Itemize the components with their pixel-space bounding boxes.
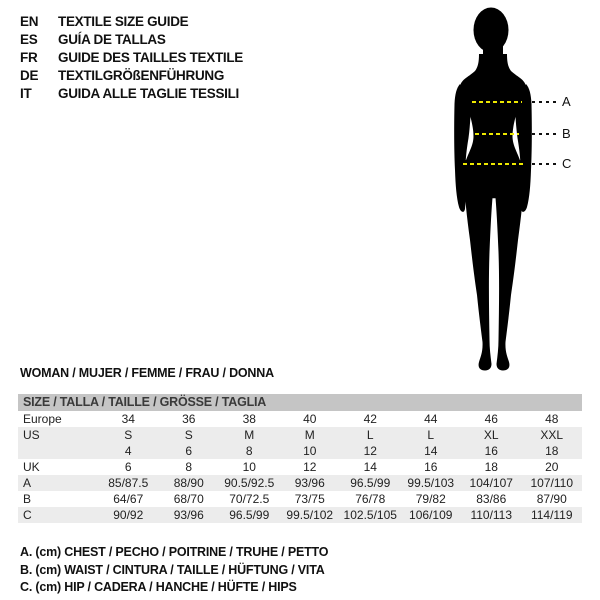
table-cell: 16 [424, 460, 438, 474]
section-title: WOMAN / MUJER / FEMME / FRAU / DONNA [20, 366, 274, 380]
table-cell: 70/72.5 [229, 492, 270, 506]
table-cell: 10 [242, 460, 256, 474]
table-cell: 90.5/92.5 [219, 475, 280, 491]
table-row-us-letter [18, 427, 582, 443]
legend-line-waist: B. (cm) WAIST / CINTURA / TAILLE / HÜFTUNG / VITA [20, 562, 325, 577]
row-label: UK [23, 460, 40, 474]
woman-silhouette-figure [435, 0, 600, 380]
size-table-header: SIZE / TALLA / TAILLE / GRÖSSE / TAGLIA [18, 394, 582, 411]
table-row-us-numeric [18, 443, 582, 459]
table-cell: L [401, 427, 462, 443]
language-label: GUIDA ALLE TAGLIE TESSILI [58, 86, 239, 101]
table-cell: 102.5/105 [340, 507, 401, 523]
table-row-uk [18, 459, 582, 475]
table-cell: 14 [363, 460, 377, 474]
table-cell: XL [461, 427, 522, 443]
table-cell: 12 [303, 460, 317, 474]
table-cell: S [159, 427, 220, 443]
table-cell: 96.5/99 [340, 475, 401, 491]
row-label: Europe [23, 412, 62, 426]
language-code: DE [20, 68, 39, 83]
table-cell: 4 [98, 443, 159, 459]
language-label: TEXTILGRÖßENFÜHRUNG [58, 68, 225, 83]
table-cell: 6 [159, 443, 220, 459]
table-cell: L [340, 427, 401, 443]
table-cell: 93/96 [159, 507, 220, 523]
table-cell: 34 [121, 412, 135, 426]
table-cell: 88/90 [159, 475, 220, 491]
silhouette-right-leg [495, 160, 524, 371]
table-cell: 6 [124, 460, 132, 474]
language-code: IT [20, 86, 32, 101]
language-code: ES [20, 32, 38, 47]
table-cell: 85/87.5 [98, 475, 159, 491]
table-cell: 8 [185, 460, 193, 474]
table-cell: 99.5/103 [401, 475, 462, 491]
table-cell: 40 [303, 412, 317, 426]
leader-dashes-black [532, 102, 558, 164]
table-cell: 106/109 [401, 507, 462, 523]
language-code: FR [20, 50, 38, 65]
table-cell: 79/82 [415, 492, 446, 506]
table-cell: 42 [363, 412, 377, 426]
legend-line-chest: A. (cm) CHEST / PECHO / POITRINE / TRUHE / PETTO [20, 545, 329, 559]
table-cell: 83/86 [476, 492, 507, 506]
row-label: B [23, 492, 32, 506]
row-label: C [18, 507, 98, 523]
table-cell: M [219, 427, 280, 443]
table-cell: 68/70 [173, 492, 204, 506]
table-cell: 44 [424, 412, 438, 426]
table-row-chest-a [18, 475, 582, 491]
table-cell: XXL [522, 427, 583, 443]
table-cell: 36 [182, 412, 196, 426]
language-row [20, 31, 243, 49]
table-cell: 93/96 [280, 475, 341, 491]
table-cell: 73/75 [294, 492, 325, 506]
marker-label-c: C [562, 156, 572, 171]
row-label: US [18, 427, 98, 443]
size-table [18, 411, 582, 523]
table-cell: 76/78 [355, 492, 386, 506]
language-row [20, 13, 243, 31]
measurement-legend [20, 544, 328, 597]
table-cell: M [280, 427, 341, 443]
language-row [20, 85, 243, 103]
table-cell: 107/110 [522, 475, 583, 491]
language-label: GUIDE DES TAILLES TEXTILE [58, 50, 244, 65]
table-cell: 12 [340, 443, 401, 459]
table-cell: 46 [484, 412, 498, 426]
table-cell: 96.5/99 [219, 507, 280, 523]
marker-label-a: A [562, 94, 571, 109]
table-cell: 10 [280, 443, 341, 459]
language-row [20, 67, 243, 85]
table-cell: 64/67 [113, 492, 144, 506]
table-cell: 20 [545, 460, 559, 474]
table-cell: S [98, 427, 159, 443]
table-cell: 48 [545, 412, 559, 426]
legend-line-hip: C. (cm) HIP / CADERA / HANCHE / HÜFTE / HIPS [20, 580, 297, 594]
marker-label-b: B [562, 126, 571, 141]
table-cell: 110/113 [461, 507, 522, 523]
silhouette-left-leg [464, 160, 493, 371]
row-label: A [18, 475, 98, 491]
table-cell: 18 [522, 443, 583, 459]
table-row-hip-c [18, 507, 582, 523]
table-cell: 99.5/102 [280, 507, 341, 523]
table-cell: 87/90 [536, 492, 567, 506]
size-table-section [18, 394, 582, 523]
table-cell: 8 [219, 443, 280, 459]
language-list [20, 13, 243, 103]
row-label [18, 443, 98, 459]
language-label: GUÍA DE TALLAS [58, 32, 166, 47]
table-row-europe [18, 411, 582, 427]
table-cell: 114/119 [522, 507, 583, 523]
table-row-waist-b [18, 491, 582, 507]
language-label: TEXTILE SIZE GUIDE [58, 14, 189, 29]
table-cell: 90/92 [98, 507, 159, 523]
table-cell: 16 [461, 443, 522, 459]
table-cell: 38 [242, 412, 256, 426]
language-code: EN [20, 14, 39, 29]
table-cell: 104/107 [461, 475, 522, 491]
table-cell: 18 [484, 460, 498, 474]
woman-silhouette [454, 8, 532, 371]
language-row [20, 49, 243, 67]
table-cell: 14 [401, 443, 462, 459]
